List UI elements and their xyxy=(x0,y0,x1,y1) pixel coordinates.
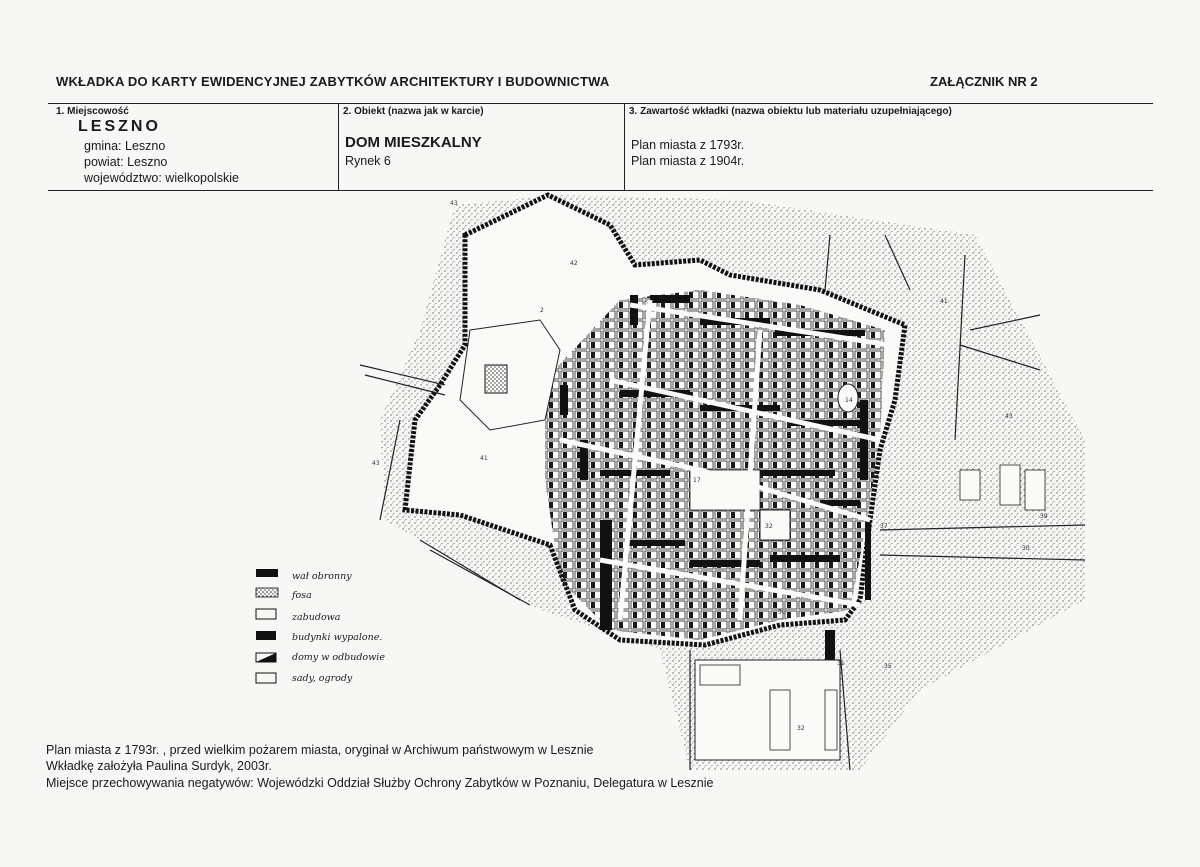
footer-author: Wkładkę założyła Paulina Surdyk, 2003r. xyxy=(46,759,272,773)
svg-text:43: 43 xyxy=(1005,413,1013,420)
western-plaza xyxy=(460,320,560,430)
svg-text:41: 41 xyxy=(940,298,948,305)
svg-text:42: 42 xyxy=(570,260,578,267)
gmina-text: gmina: Leszno xyxy=(84,139,166,153)
moat-symbol xyxy=(256,588,278,597)
svg-text:41: 41 xyxy=(480,455,488,462)
legend-burnt: budynki wypalone. xyxy=(292,632,383,643)
svg-text:30: 30 xyxy=(778,609,786,616)
footer-source: Plan miasta z 1793r. , przed wielkim pożarem miasta, oryginał w Archiwum państwowym w Lesznie xyxy=(46,743,594,757)
legend-rebuild: domy w odbudowie xyxy=(292,652,385,663)
svg-text:43: 43 xyxy=(450,200,458,207)
town-name: LESZNO xyxy=(78,118,161,135)
svg-text:32: 32 xyxy=(797,725,805,732)
svg-text:17: 17 xyxy=(693,477,701,484)
buildings-symbol xyxy=(256,609,276,619)
legend-wall: wał obronny xyxy=(292,571,352,582)
footer-negatives: Miejsce przechowywania negatywów: Wojewódzki Oddział Służby Ochrony Zabytków w Poznaniu, Delegatura w Lesznie xyxy=(46,776,714,790)
orchards-symbol xyxy=(256,673,276,683)
city-blocks xyxy=(545,290,885,640)
legend-moat: fosa xyxy=(292,590,312,601)
legend-buildings: zabudowa xyxy=(292,612,341,623)
burnt-symbol xyxy=(256,631,276,640)
svg-text:14: 14 xyxy=(845,397,853,404)
church-plot xyxy=(485,365,507,393)
object-name: DOM MIESZKALNY xyxy=(345,134,482,151)
svg-text:43: 43 xyxy=(372,460,380,467)
rebuild-symbol xyxy=(256,653,276,662)
object-heading: 2. Obiekt (nazwa jak w karcie) xyxy=(343,106,484,117)
contents-line-2: Plan miasta z 1904r. xyxy=(631,154,745,168)
voivodeship-text: województwo: wielkopolskie xyxy=(84,171,239,185)
svg-text:30: 30 xyxy=(1022,545,1030,552)
powiat-text: powiat: Leszno xyxy=(84,155,168,169)
locality-heading: 1. Miejscowość xyxy=(56,106,129,117)
contents-line-1: Plan miasta z 1793r. xyxy=(631,138,745,152)
legend-symbols xyxy=(254,567,290,685)
object-address: Rynek 6 xyxy=(345,154,391,168)
svg-text:35: 35 xyxy=(884,663,892,670)
southern-suburb xyxy=(695,660,840,760)
document-title: WKŁADKA DO KARTY EWIDENCYJNEJ ZABYTKÓW ARCHITEKTURY I BUDOWNICTWA xyxy=(56,74,610,89)
svg-text:31: 31 xyxy=(837,660,845,667)
wall-symbol xyxy=(256,569,278,577)
svg-text:32: 32 xyxy=(765,523,773,530)
attachment-number: ZAŁĄCZNIK NR 2 xyxy=(930,74,1038,89)
svg-text:39: 39 xyxy=(1040,513,1048,520)
svg-text:37: 37 xyxy=(880,523,888,530)
legend-orchards: sady, ogrody xyxy=(292,673,353,684)
contents-heading: 3. Zawartość wkładki (nazwa obiektu lub materiału uzupełniającego) xyxy=(629,106,952,117)
svg-text:2: 2 xyxy=(540,307,544,314)
